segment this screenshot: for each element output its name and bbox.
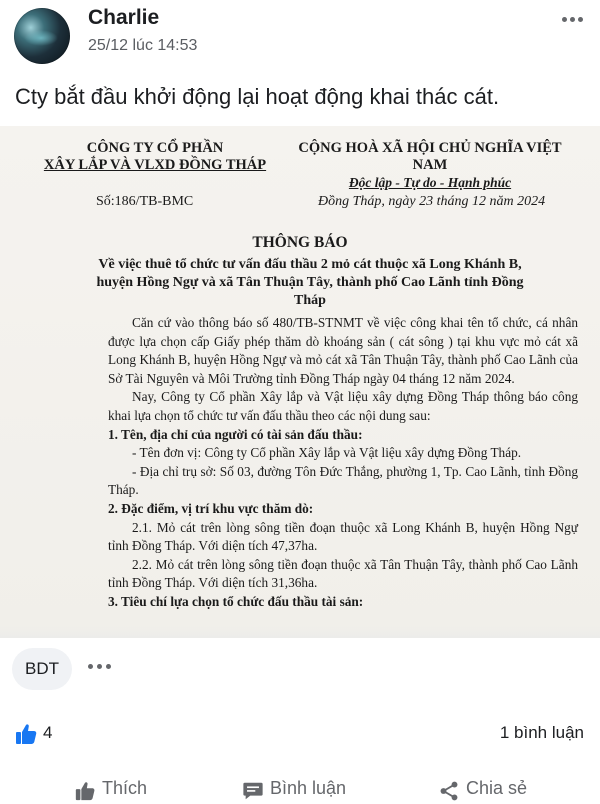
more-options-icon[interactable]: [562, 8, 584, 30]
comment-count[interactable]: 1 bình luận: [499, 723, 584, 742]
doc-company-block: [40, 140, 270, 174]
doc-company-line2: XÂY LẮP VÀ VLXD ĐỒNG THÁP: [43, 157, 267, 173]
doc-subject: Về việc thuê tổ chức tư vấn đấu thầu 2 mỏ cát thuộc xã Long Khánh B, huyện Hồng Ngự và xã Tân Thuận Tây, thành phố Cao Lãnh tỉnh Đồng Tháp: [96, 257, 524, 308]
doc-number: Số:186/TB-BMC: [96, 194, 194, 209]
thumbs-up-icon: [74, 780, 96, 802]
doc-line: 2.1. Mỏ cát trên lòng sông tiền đoạn thuộc xã Long Khánh B, huyện Hồng Ngự tỉnh Đồng Tháp. Với diện tích 47,37ha.: [108, 519, 578, 554]
share-button[interactable]: [438, 778, 548, 802]
doc-nation-line1: CỘNG HOÀ XÃ HỘI CHỦ NGHĨA VIỆT NAM: [298, 140, 562, 173]
doc-place-date: Đồng Tháp, ngày 23 tháng 12 năm 2024: [318, 194, 546, 209]
share-icon: [438, 780, 460, 802]
doc-line: - Địa chỉ trụ sở: Số 03, đường Tôn Đức Thắng, phường 1, Tp. Cao Lãnh, tỉnh Đồng Tháp.: [108, 463, 578, 498]
comment-bubble-icon: [242, 780, 264, 802]
like-count-number: 4: [43, 723, 53, 742]
reaction-chip-bdt[interactable]: BDT: [12, 648, 72, 690]
author-name[interactable]: Charlie: [88, 6, 160, 29]
doc-body: [108, 314, 578, 612]
avatar[interactable]: [14, 8, 70, 64]
post-timestamp[interactable]: 25/12 lúc 14:53: [88, 37, 198, 54]
thumbs-up-icon: [14, 722, 38, 746]
doc-nation-block: [280, 140, 580, 191]
doc-paragraph: Căn cứ vào thông báo số 480/TB-STNMT về việc công khai tên tổ chức, cá nhân được lựa chọn cấp Giấy phép thăm dò khoáng sản ( cát sông ) tại khu vực mỏ cát xã Long Khánh B, huyện Hồng Ngự và mỏ cát xã Tân Thuận Tây, thành phố Cao Lãnh của Sở Tài Nguyên và Môi Trường tỉnh Đồng Tháp ngày 04 tháng 12 năm 2024.: [108, 315, 578, 386]
post-caption: Cty bắt đầu khởi động lại hoạt động khai thác cát.: [15, 84, 500, 109]
comment-button-label: Bình luận: [270, 778, 347, 798]
doc-line: - Tên đơn vị: Công ty Cổ phần Xây lắp và Vật liệu xây dựng Đồng Tháp.: [132, 445, 522, 461]
doc-section-title: 3. Tiêu chí lựa chọn tổ chức đấu thầu tài sản:: [108, 593, 364, 609]
doc-section-title: 2. Đặc điểm, vị trí khu vực thăm dò:: [108, 500, 314, 516]
doc-section-title: 1. Tên, địa chỉ của người có tài sản đấu thầu:: [108, 426, 363, 442]
doc-cutoff: [0, 626, 600, 638]
doc-nation-motto: Độc lập - Tự do - Hạnh phúc: [348, 175, 512, 190]
more-dots-icon[interactable]: [88, 664, 112, 670]
comment-button[interactable]: [242, 778, 372, 802]
doc-company-line1: CÔNG TY CỔ PHẦN: [86, 140, 224, 156]
like-button-label: Thích: [102, 778, 148, 798]
doc-line: 2.2. Mỏ cát trên lòng sông tiền đoạn thuộc xã Tân Thuận Tây, thành phố Cao Lãnh tỉnh Đồng Tháp. Với diện tích 31,36ha.: [108, 556, 578, 591]
doc-paragraph: Nay, Công ty Cổ phần Xây lắp và Vật liệu xây dựng Đồng Tháp thông báo công khai lựa chọn tổ chức tư vấn đấu thầu theo các nội dung sau:: [108, 389, 578, 423]
post-image-document[interactable]: [0, 126, 600, 638]
like-button[interactable]: [74, 778, 164, 802]
doc-heading: THÔNG BÁO: [252, 234, 348, 251]
share-button-label: Chia sẻ: [466, 778, 528, 798]
